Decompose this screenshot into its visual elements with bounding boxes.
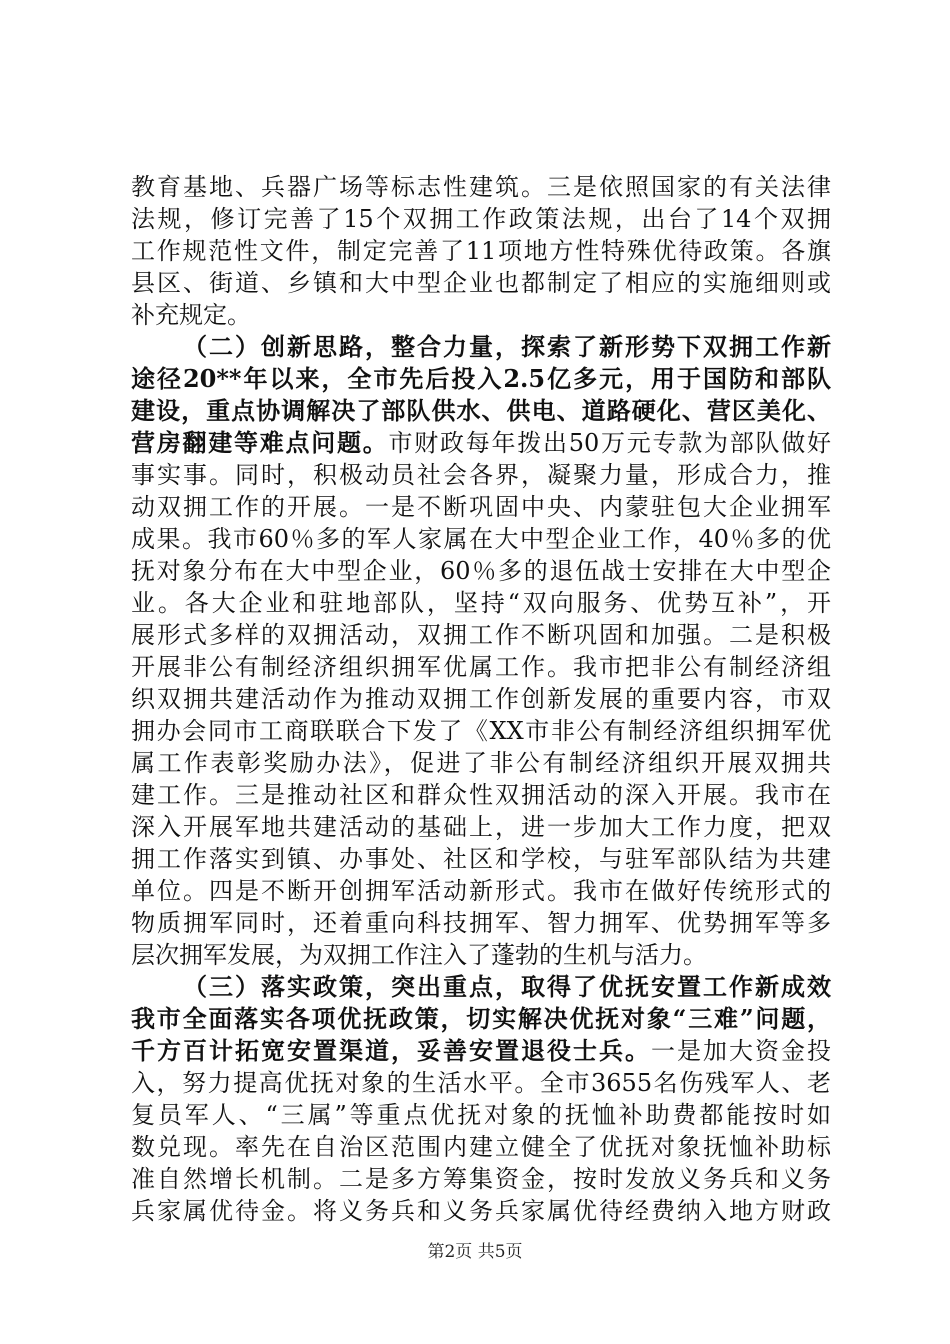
text-line: 数兑现。率先在自治区范围内建立健全了优抚对象抚恤补助标 [131, 1133, 831, 1161]
text-line: 层次拥军发展，为双拥工作注入了蓬勃的生机与活力。 [131, 941, 707, 969]
text-segment: 一是加大资金投 [651, 1037, 831, 1065]
text-line: 抚对象分布在大中型企业，60％多的退伍战士安排在大中型企 [131, 557, 831, 585]
text-line: 深入开展军地共建活动的基础上，进一步加大工作力度，把双 [131, 813, 831, 841]
text-line: 展形式多样的双拥活动，双拥工作不断巩固和加强。二是积极 [131, 621, 831, 649]
text-line: 开展非公有制经济组织拥军优属工作。我市把非公有制经济组 [131, 653, 831, 681]
text-line: 准自然增长机制。二是多方筹集资金，按时发放义务兵和义务 [131, 1165, 831, 1193]
text-line: 教育基地、兵器广场等标志性建筑。三是依照国家的有关法律 [131, 173, 831, 201]
text-line [131, 1035, 831, 1067]
text-line: 补充规定。 [131, 301, 251, 329]
text-line: 单位。四是不断开创拥军活动新形式。我市在做好传统形式的 [131, 877, 831, 905]
text-line: 拥办会同市工商联联合下发了《XX市非公有制经济组织拥军优 [131, 717, 831, 745]
text-line: 动双拥工作的开展。一是不断巩固中央、内蒙驻包大企业拥军 [131, 493, 831, 521]
bold-text-segment: 营房翻建等难点问题。 [131, 428, 389, 457]
text-segment: 市财政每年拨出50万元专款为部队做好 [388, 429, 831, 457]
document-body [131, 171, 831, 1227]
page-number-footer: 第2页 共5页 [427, 1242, 523, 1262]
text-line: 入，努力提高优抚对象的生活水平。全市3655名伤残军人、老 [131, 1069, 831, 1097]
text-line: 拥工作落实到镇、办事处、社区和学校，与驻军部队结为共建 [131, 845, 831, 873]
bold-text-segment: 千方百计拓宽安置渠道，妥善安置退役士兵。 [131, 1036, 651, 1065]
text-line: （二）创新思路，整合力量，探索了新形势下双拥工作新 [183, 332, 831, 361]
text-line: 业。各大企业和驻地部队，坚持“双向服务、优势互补”，开 [131, 589, 831, 617]
text-line: 兵家属优待金。将义务兵和义务兵家属优待经费纳入地方财政 [131, 1197, 831, 1225]
text-line: 成果。我市60％多的军人家属在大中型企业工作，40％多的优 [131, 525, 831, 553]
text-line: 途径20**年以来，全市先后投入2.5亿多元，用于国防和部队 [131, 364, 831, 393]
text-line: 建设，重点协调解决了部队供水、供电、道路硬化、营区美化、 [131, 396, 831, 425]
text-line: 法规，修订完善了15个双拥工作政策法规，出台了14个双拥 [131, 205, 831, 233]
text-line: 复员军人、“三属”等重点优抚对象的抚恤补助费都能按时如 [131, 1101, 831, 1129]
text-line: 县区、街道、乡镇和大中型企业也都制定了相应的实施细则或 [131, 269, 831, 297]
text-line: （三）落实政策，突出重点，取得了优抚安置工作新成效 [183, 972, 831, 1001]
text-line: 事实事。同时，积极动员社会各界，凝聚力量，形成合力，推 [131, 461, 831, 489]
text-line: 建工作。三是推动社区和群众性双拥活动的深入开展。我市在 [131, 781, 831, 809]
text-line: 属工作表彰奖励办法》，促进了非公有制经济组织开展双拥共 [131, 749, 831, 777]
text-line: 织双拥共建活动作为推动双拥工作创新发展的重要内容，市双 [131, 685, 831, 713]
text-line: 我市全面落实各项优抚政策，切实解决优抚对象“三难”问题， [131, 1004, 831, 1033]
text-line: 物质拥军同时，还着重向科技拥军、智力拥军、优势拥军等多 [131, 909, 831, 937]
text-line: 工作规范性文件，制定完善了11项地方性特殊优待政策。各旗 [131, 237, 831, 265]
text-line [131, 427, 831, 459]
